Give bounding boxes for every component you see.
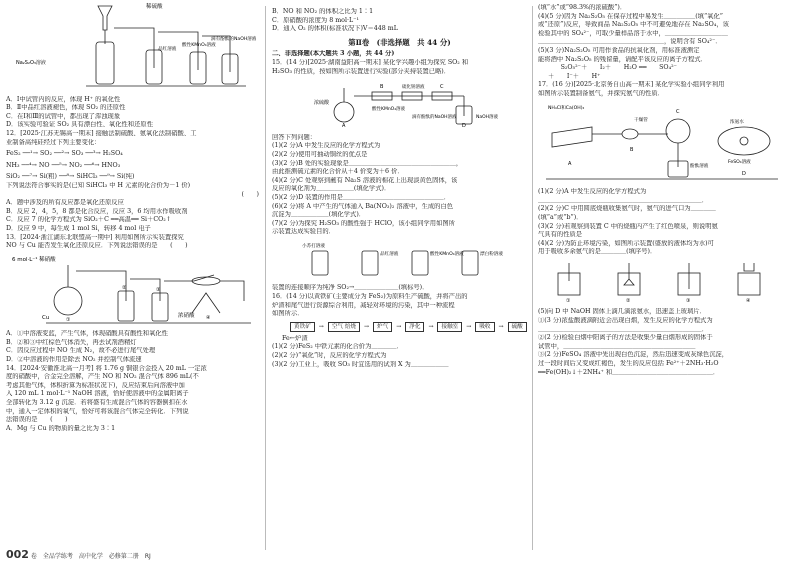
label-circle-1: ① (566, 297, 571, 303)
q16-part-2: (2)(2 分)“氧化”时，反应的化学方程式为 (272, 352, 387, 360)
q15-part-1: (1)(2 分)A 中发生反应的化学方程式为 (272, 142, 381, 150)
label-c: C (440, 84, 444, 91)
q17-absorb-figure (538, 259, 788, 307)
q14-line-1: 14．[2024·安徽淮北高一月考] 将 1.76 g 铜银合金投入 20 mL 一定浓 (6, 364, 207, 372)
flow-box-6: 吸收 (475, 322, 494, 332)
q16-part-1: (1)(2 分)FeS₂ 中铁元素的化合价为＿＿＿＿． (272, 343, 403, 351)
q16-part-3: (3)(2 分)工业上，吸收 SO₃ 时宜选用的试剂 X 为＿＿＿＿＿＿ (272, 360, 449, 368)
q17b-line-3: ②(2 分)检验白烟中阳离子的方法是收集少量白烟形成的固体于 (538, 334, 713, 342)
label-1: ① (66, 316, 71, 323)
q15-label-c: 硫化钠溶液 (402, 85, 425, 91)
q15-part-2: (2)(2 分)使用可抽动铜丝的优点是 (272, 150, 368, 158)
q16-cont-3: 检验其中的 SO₄²⁻，可取少量样品溶于水中，＿＿＿＿＿＿＿＿＿＿ (538, 29, 728, 37)
column-2 (272, 0, 527, 564)
label-b-2: B (630, 146, 634, 153)
q15-label-e: NaOH溶液 (476, 115, 499, 121)
q17-part-4: (3)(2 分)若观察到装置 C 中的烧瓶内产生了红色喷泉，则说明氨 (538, 222, 718, 230)
q17-label-d: FeSO₄溶液 (728, 159, 751, 165)
page-number: 002 (6, 548, 29, 562)
q16-cont-4: ＿＿＿＿＿＿＿＿＿＿＿＿＿＿＿＿＿＿＿＿，说明含有 SO₄²⁻． (538, 38, 722, 46)
q12-paren: ( ) (241, 190, 259, 198)
q15-bottles-figure (272, 239, 527, 283)
q17b-line-1: ①(3 分)浓盐酸液滴附近会出现白烟，发生反应的化学方程式为 (538, 317, 713, 325)
q11-apparatus-figure (6, 2, 259, 94)
q14-line-4: 入 120 mL 1 mol·L⁻¹ NaOH 溶液，恰好使溶液中的金属阳离子 (6, 390, 189, 398)
flow-box-7: 硫酸 (508, 322, 527, 332)
q17-part-3: (填“a”或“b”)． (538, 213, 583, 221)
q16-stem-3: 如图所示． (272, 310, 304, 318)
q17-stem-2: 如图所示装置制备氨气，并探究氨气的性质． (538, 89, 664, 97)
q14-line-5: 全部转化为 3.12 g 沉淀．若将盛有生成混合气体的容器倒扣在水 (6, 399, 188, 407)
column-divider (265, 6, 266, 550)
q15b-label-a: 小苏打溶液 (302, 243, 325, 249)
q13-option-d: D．②中溶液的作用是除去 NO₂ 并控制气体流速 (6, 356, 142, 364)
q15-apparatus-svg (272, 78, 527, 128)
q12-stem-1: 12．[2025·江苏无锡高一期末] 接触法制硫酸、氨氧化法制硝酸、工 (6, 129, 197, 137)
q13-na-label: 浓硝酸 (178, 312, 195, 319)
q15-label-d: 滴有酚酞的NaOH溶液 (412, 115, 457, 121)
q12-question: 下列说法符合事实的是(已知 SiHCl₃ 中 H 元素的化合价为－1 价) (6, 181, 191, 189)
q13-apparatus-svg (6, 253, 256, 325)
q16-flowchart (290, 322, 527, 332)
q15-part-9: 沉淀为＿＿＿＿＿＿(填化学式)． (272, 211, 366, 219)
q15-stem-1: 15．(14 分)[2025·湖南益阳高一期末] 某化学兴趣小组为探究 SO₂ 和 (272, 58, 469, 66)
flow-box-2: 空气 焙烧 (328, 322, 360, 332)
q12-chain-3: SiO₂ ──⁷→ Si(粗) ──⁸→ SiHCl₃ ──⁹→ Si(纯) (6, 173, 135, 181)
q16-flow-branch: Fe←炉渣 (282, 334, 308, 342)
q15-part-6: 反应的氧化剂为＿＿＿＿＿＿(填化学式)． (272, 185, 391, 193)
footer-text: 卷 全品学练考 高中化学 必修第二册 RJ (30, 553, 151, 561)
label-a: A (342, 123, 346, 129)
q13-option-b: B．②和③中红棕色气体消失，再去试剂酒精灯 (6, 338, 137, 346)
span: → (318, 322, 324, 330)
label-2: ② (122, 284, 127, 291)
section-subheading: 二、非选择题(本大题共 3 小题，共 44 分) (272, 50, 395, 58)
span: → (363, 322, 370, 330)
label-b: B (380, 84, 384, 91)
q12-option-d: D．反应 9 中，每生成 1 mol Si，转移 4 mol 电子 (6, 224, 151, 232)
q15-part-10: (7)(2 分)为探究 H₂SO₃ 的酸性强于 HClO，该小组同学用如图所 (272, 219, 455, 227)
q15-part-5: (4)(2 分)C 处观察到蘸有 Na₂S 溶液的棉花上出现淡黄色固体，该 (272, 176, 458, 184)
q11-option-c: C．在Ⅰ和Ⅲ的试管中，都出现了浑浊现象 (6, 112, 121, 120)
funnel-label: 稀硫酸 (146, 4, 163, 10)
q16-cont-6: 能将酒中 Na₂S₂O₅ 的残留量，请配平该反应的离子方程式． (538, 55, 707, 63)
flow-box-4: 净化 (405, 322, 424, 332)
q14-line-7: 法错误的是 ( ) (6, 416, 68, 424)
q15b-label-c: 酸性KMnO₄溶液 (430, 251, 464, 257)
q15-label-a: 浓硫酸 (314, 100, 330, 107)
span: → (498, 322, 504, 330)
q14-option-b: B．NO 和 NO₂ 的体积之比为 1∶1 (272, 8, 374, 15)
page-footer (6, 548, 151, 562)
q15-apparatus-figure (272, 78, 527, 132)
q17-part-1: ＿＿＿＿＿＿＿＿＿＿＿＿＿＿＿＿＿＿＿＿＿＿＿＿＿＿． (538, 196, 709, 204)
q17-apparatus-svg (538, 101, 788, 183)
q17-label-c: 酚酞溶液 (690, 163, 709, 169)
q15-part-8: (6)(2 分)将 A 中产生的气体通入 Ba(NO₃)₂ 溶液中，生成的白色 (272, 202, 454, 210)
q17b-line-7: ══Fe(OH)₂↓＋2NH₄⁺ 和＿＿＿＿＿＿＿＿＿＿＿＿＿＿＿＿． (538, 368, 720, 376)
label-c-2: C (676, 108, 680, 115)
column-divider-2 (532, 6, 533, 550)
q12-chain-1: FeS₂ ──¹→ SO₂ ──²→ SO₃ ──³→ H₂SO₄ (6, 150, 123, 158)
flow-box-3: 炉气 (373, 322, 392, 332)
column-1 (6, 0, 259, 564)
flow-box-1: 黄铁矿 (290, 322, 315, 332)
q15-part-3: (3)(2 分)B 处的实验现象是＿＿＿＿＿＿＿＿＿＿＿＿＿＿＿＿＿， (272, 159, 463, 167)
q17-label-e: 浓氨水 (730, 119, 744, 125)
q11-option-d: D．该实验可验证 SO₂ 具有漂白性、氧化性和还原性 (6, 121, 153, 129)
q17-label-a: NH₄Cl和Ca(OH)₂ (548, 105, 585, 111)
q15-part-11: 示装置达成实验目的． (272, 228, 335, 236)
q14-option-a: A．Mg 与 Cu 的物质的量之比为 3∶1 (6, 424, 116, 432)
q17-label-b: 干燥管 (634, 117, 648, 123)
span: → (466, 322, 472, 330)
q14-option-d: D．通入 O₂ 的体积(标准状况下)V＝448 mL (272, 25, 398, 33)
label-4: ④ (206, 314, 211, 321)
label-3: ③ (156, 286, 161, 293)
q16-cont-5: (5)(3 分)Na₂S₂O₅ 可用作食品的抗氧化剂，用标准液测定 (538, 46, 700, 54)
q12-stem-2: 业制备高纯硅经过下列主要变化： (6, 138, 101, 146)
pink-label: 品红溶液 (158, 47, 177, 52)
q17b-line-5: ③(2 分)FeSO₄ 溶液中先出现白色沉淀，然后迅速变成灰绿色沉淀， (538, 351, 729, 359)
q15-stem-2: H₂SO₃ 的性质，按如图所示装置进行实验(部分夹持装置已略)． (272, 67, 451, 75)
label-circle-4: ④ (746, 297, 751, 303)
q17-part-6: (4)(2 分)为防止环境污染，如图所示装置(盛放的液体均为水)可 (538, 239, 714, 247)
q14-line-6: 中，通入一定体积的氧气，恰好可将该混合气体完全转化．下列说 (6, 407, 189, 415)
q17-part-7: 用于吸收多余氨气的是＿＿＿＿(填序号)． (538, 248, 657, 256)
q11-apparatus-svg (6, 2, 256, 90)
kmno4-label: 酸性KMnO₄溶液 (182, 43, 216, 48)
q15b-label-d: 漂白粉溶液 (480, 251, 503, 257)
q17-part-0: (1)(2 分)A 中发生反应的化学方程式为 (538, 188, 647, 196)
q17b-line-4: 试管中，＿＿＿＿＿＿＿＿＿＿＿＿＿＿＿＿＿＿＿＿＿ (538, 342, 696, 350)
q17-part-2: (2)(2 分)C 中用圆底烧瓶收集氨气时，氨气的进气口为＿＿＿＿ (538, 205, 716, 213)
q13-cu-label: Cu (42, 314, 50, 321)
label-circle-2: ② (626, 297, 631, 303)
q15-label-b: 酸性KMnO₄溶液 (372, 107, 406, 113)
span: → (428, 322, 434, 330)
q13-apparatus-figure (6, 253, 259, 329)
q16-equation-2: ＋ I⁻＋ H⁺ (548, 72, 601, 80)
q16-cont-0: (填“水”或“98.3%的浓硫酸”)． (538, 4, 627, 11)
q15-part-0: 回答下列问题： (272, 133, 317, 141)
q12-option-c: C．反应 7 的化学方程式为 SiO₂＋C ══高温══ Si＋CO₂↑ (6, 216, 172, 224)
q15-connection: 装置的连接顺序为纯净 SO₂→＿＿＿＿＿＿＿(填标号)． (272, 284, 429, 292)
q12-option-a: A．题中涉及的所有反应都是氧化还原反应 (6, 199, 124, 207)
q13-stem-1: 13．[2024·浙江湖东北联盟高一期中] 利用如图所示实装置探究 (6, 233, 184, 241)
q12-chain-2: NH₃ ──⁴→ NO ──⁵→ NO₂ ──⁶→ HNO₃ (6, 161, 121, 169)
q11-option-b: B．Ⅱ中品红溶液褪色，体现 SO₂ 的还原性 (6, 104, 126, 112)
q17-part-5: 气具有的性质是 (538, 231, 583, 239)
q11-option-a: A．Ⅰ中试管内的反应，体现 H⁺ 的氧化性 (6, 95, 121, 103)
span: → (396, 322, 402, 330)
q15-bottles-svg (272, 239, 527, 279)
q17-stem-1: 17．(16 分)[2025·北京务自山高一期末] 某化学实验小组同学利用 (538, 81, 725, 89)
section-heading: 第Ⅱ卷 (非选择题 共 44 分) (348, 37, 451, 47)
q17-apparatus-figure (538, 101, 788, 187)
label-d: D (462, 123, 466, 129)
q16-stem-2: 炉渣和尾气进行资源综合利用，减轻对环境的污染，其中一种流程 (272, 301, 455, 309)
q17b-line-0: (5)向 D 中 NaOH 固体上滴几滴浓氨水，迅速盖上玻璃片． (538, 308, 706, 316)
reagent-label: Na₂S₂O₃溶液 (16, 60, 46, 66)
q15b-label-b: 品红溶液 (380, 251, 399, 257)
q13-acid-label: 6 mol·L⁻¹ 稀硝酸 (12, 256, 56, 263)
q13-option-c: C．因反应过程中 NO 生成 N₂，故不必进行尾气处理 (6, 347, 156, 355)
q17b-line-2: ＿＿＿＿＿＿＿＿＿＿＿＿＿＿＿＿＿＿＿＿＿＿＿＿＿＿． (538, 325, 709, 333)
label-circle-3: ③ (686, 297, 691, 303)
q14-option-c: C．原硝酸的浓度为 8 mol·L⁻¹ (272, 16, 360, 24)
label-a-2: A (568, 160, 572, 167)
q15-part-7: (5)(2 分)D 装置的作用是＿＿＿＿＿＿＿＿＿＿＿＿＿＿＿＿． (272, 193, 451, 201)
flow-box-5: 接触室 (437, 322, 462, 332)
q17-absorb-svg (538, 259, 788, 303)
naoh-label: 滴有酚酞的NaOH溶液 (211, 37, 256, 42)
q16-equation-1: S₂O₅²⁻＋ I₂＋ H₂O ══ SO₄²⁻ (548, 64, 677, 72)
q12-option-b: B．反应 2，4，5，8 都是化合反应，反应 3，6 均用水作吸收剂 (6, 207, 188, 215)
q14-line-2: 度的硝酸中，合金完全溶解，产生 NO 和 NO₂ 混合气体 896 mL(不 (6, 373, 199, 381)
q14-line-3: 考虑其他气体，体积折算为标准状况下)，反应结束后向溶液中加 (6, 381, 185, 389)
q17b-line-6: 过一段时间后又变成红褐色，发生的反应包括 Fe²⁺＋2NH₃·H₂O (538, 360, 719, 368)
q16-cont-2: 或“还原”)反应，导致商品 Na₂S₂O₅ 中不可避免地存在 Na₂SO₄，该 (538, 21, 729, 29)
q16-stem-1: 16．(14 分)以黄铁矿(主要成分为 FeS₂)为原料生产硫酸，并将产出的 (272, 293, 468, 301)
column-3 (538, 0, 788, 564)
label-d-2: D (742, 170, 746, 177)
q13-option-a: A．①中溶液变蓝，产生气体，体现硝酸具有酸性和氧化性 (6, 330, 168, 338)
q16-cont-1: (4)(5 分)因为 Na₂S₂O₅ 在保存过程中易发生＿＿＿＿＿(填“氧化” (538, 12, 723, 20)
q15-part-4: 由此推测硫元素的化合价从＋4 价变为＋6 价． (272, 168, 404, 176)
q13-stem-2: NO 与 Cu 能否发生氧化还原反应．下列说法错误的是 ( ) (6, 242, 188, 250)
